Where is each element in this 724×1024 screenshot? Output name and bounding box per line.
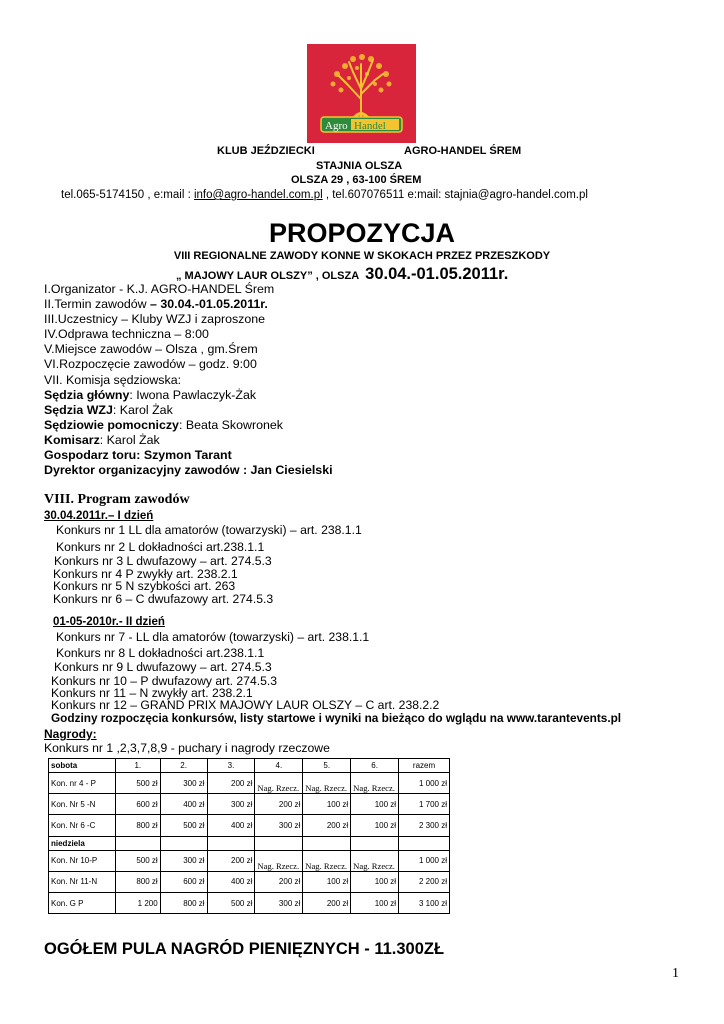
- day1-item: Konkurs nr 2 L dokładności art.238.1.1: [56, 540, 265, 554]
- table-cell-prize: 300 zł: [160, 773, 207, 794]
- info-start: VI.Rozpoczęcie zawodów – godz. 9:00: [44, 357, 257, 372]
- table-cell-competition: Kon. Nr 5 -N: [49, 794, 116, 815]
- agro-handel-logo: [307, 44, 416, 143]
- table-cell-prize: 800 zł: [115, 871, 160, 892]
- table-cell-prize: 100 zł: [351, 871, 399, 892]
- table-row: [49, 871, 450, 892]
- table-cell-prize: 500 zł: [115, 773, 160, 794]
- table-cell-prize: 1 000 zł: [399, 850, 450, 871]
- contact-rest: , tel.607076511 e:mail: stajnia@agro-handel.com.pl: [322, 189, 588, 201]
- header-address: OLSZA 29 , 63-100 ŚREM: [291, 174, 422, 186]
- contact-line: [61, 189, 588, 201]
- table-cell-prize: 400 zł: [160, 794, 207, 815]
- program-heading: VIII. Program zawodów: [44, 492, 190, 507]
- table-row: [49, 815, 450, 836]
- table-cell-prize: 100 zł: [351, 794, 399, 815]
- info-director: Dyrektor organizacyjny zawodów : Jan Ciesielski: [44, 463, 333, 478]
- event-dates: 30.04.-01.05.2011r.: [365, 265, 509, 283]
- table-cell-prize: 3 100 zł: [399, 892, 450, 913]
- judge-main-label: Sędzia główny: [44, 387, 130, 402]
- info-course-host: [44, 448, 333, 463]
- table-header-cell: 1.: [115, 759, 160, 773]
- info-participants: III.Uczestnicy – Kluby WZJ i zaproszone: [44, 312, 266, 327]
- prize-table: [48, 758, 450, 914]
- table-cell-prize: 1 000 zł: [399, 773, 450, 794]
- info-date-label: II.Termin zawodów: [44, 297, 151, 312]
- info-judges-assist: [44, 418, 333, 433]
- table-cell-prize: 200 zł: [207, 850, 255, 871]
- day2-heading: 01-05-2010r.- II dzień: [53, 616, 165, 628]
- total-prize-pool: OGÓŁEM PULA NAGRÓD PIENIĘZNYCH - 11.300ZŁ: [44, 940, 445, 958]
- info-date-value: – 30.04.-01.05.2011r.: [150, 297, 268, 312]
- table-cell-prize: 100 zł: [303, 871, 351, 892]
- table-cell-prize: 200 zł: [207, 773, 255, 794]
- table-cell-nag: Nag. Rzecz.: [351, 773, 399, 794]
- day2-item: Konkurs nr 11 – N zwykły art. 238.2.1: [51, 686, 253, 700]
- sobota-rows: [49, 773, 450, 837]
- table-cell-prize: 500 zł: [160, 815, 207, 836]
- table-cell-prize: 200 zł: [303, 892, 351, 913]
- table-cell-prize: 300 zł: [207, 794, 255, 815]
- judge-wzj-value: : Karol Żak: [112, 402, 173, 417]
- table-header-cell: razem: [399, 759, 450, 773]
- day2-item: Konkurs nr 12 – GRAND PRIX MAJOWY LAUR OLSZY – C art. 238.2.2: [51, 698, 440, 712]
- table-row: [49, 892, 450, 913]
- info-jury: VII. Komisja sędziowska:: [44, 372, 182, 387]
- tree-icon: [307, 44, 416, 143]
- table-header-cell: 2.: [160, 759, 207, 773]
- table-header-cell: 5.: [303, 759, 351, 773]
- info-date: [44, 297, 333, 312]
- table-cell-nag: Nag. Rzecz.: [351, 850, 399, 871]
- day1-item: Konkurs nr 3 L dwufazowy – art. 274.5.3: [54, 554, 272, 568]
- day2-item: Konkurs nr 10 – P dwufazowy art. 274.5.3: [51, 674, 278, 688]
- table-header-cell: 6.: [351, 759, 399, 773]
- page-number: 1: [672, 966, 679, 981]
- judge-main-value: : Iwona Pawlaczyk-Żak: [129, 387, 257, 402]
- table-header-cell: 4.: [255, 759, 303, 773]
- event-subtitle: VIII REGIONALNE ZAWODY KONNE W SKOKACH PRZEZ PRZESZKODY: [173, 250, 551, 262]
- table-cell-prize: 2 300 zł: [399, 815, 450, 836]
- table-row: [49, 794, 450, 815]
- day2-item: Konkurs nr 7 - LL dla amatorów (towarzyski) – art. 238.1.1: [56, 630, 370, 644]
- logo-text-handel: Handel: [354, 120, 386, 132]
- table-cell-prize: 100 zł: [351, 892, 399, 913]
- table-cell-nag: Nag. Rzecz.: [303, 773, 351, 794]
- table-cell-competition: Kon. G P: [49, 892, 116, 913]
- day1-item: Konkurs nr 6 – C dwufazowy art. 274.5.3: [53, 592, 274, 606]
- table-cell-prize: 200 zł: [255, 794, 303, 815]
- contact-tel: tel.065-5174150 , e:mail :: [61, 189, 194, 201]
- day1-item: Konkurs nr 4 P zwykły art. 238.2.1: [53, 567, 238, 581]
- day2-item: Konkurs nr 8 L dokładności art.238.1.1: [56, 646, 265, 660]
- niedziela-rows: [49, 850, 450, 914]
- table-cell-prize: 400 zł: [207, 871, 255, 892]
- header-club: KLUB JEŹDZIECKI: [217, 145, 315, 157]
- course-host-label: Gospodarz toru: [44, 448, 137, 463]
- contact-email-link[interactable]: info@agro-handel.com.pl: [193, 189, 323, 201]
- table-cell-prize: 100 zł: [303, 794, 351, 815]
- info-commissioner: [44, 433, 333, 448]
- table-cell-prize: 300 zł: [255, 892, 303, 913]
- table-header-row: [49, 759, 450, 773]
- table-cell-prize: 200 zł: [303, 815, 351, 836]
- info-judge-wzj: [44, 403, 333, 418]
- table-cell-prize: 500 zł: [207, 892, 255, 913]
- info-organizer: I.Organizator - K.J. AGRO-HANDEL Śrem: [44, 282, 275, 296]
- info-judge-main: [44, 388, 333, 403]
- table-cell-prize: 500 zł: [115, 850, 160, 871]
- table-cell-competition: Kon. Nr 6 -C: [49, 815, 116, 836]
- logo-text-agro: Agro: [325, 120, 348, 132]
- day1-heading: 30.04.2011r.– I dzień: [44, 510, 154, 522]
- commissioner-label: Komisarz: [44, 432, 100, 447]
- day1-item: Konkurs nr 1 LL dla amatorów (towarzyski) – art. 238.1.1: [56, 523, 362, 537]
- table-cell-prize: 2 200 zł: [399, 871, 450, 892]
- table-header-cell: sobota: [49, 759, 116, 773]
- table-cell-prize: 300 zł: [160, 850, 207, 871]
- table-cell-prize: 1 200: [115, 892, 160, 913]
- table-cell-competition: Kon. Nr 11-N: [49, 871, 116, 892]
- prizes-note: Konkurs nr 1 ,2,3,7,8,9 - puchary i nagrody rzeczowe: [44, 741, 330, 755]
- judge-wzj-label: Sędzia WZJ: [44, 402, 113, 417]
- prizes-heading: Nagrody:: [44, 727, 97, 741]
- table-cell-prize: 1 700 zł: [399, 794, 450, 815]
- header-stable: STAJNIA OLSZA: [316, 160, 403, 172]
- course-host-value: : Szymon Tarant: [136, 448, 232, 463]
- table-cell-prize: 200 zł: [255, 871, 303, 892]
- table-cell-prize: 600 zł: [160, 871, 207, 892]
- commissioner-value: : Karol Żak: [99, 432, 160, 447]
- table-cell-competition: Kon. Nr 10-P: [49, 850, 116, 871]
- info-list: [44, 282, 333, 478]
- day2-item: Konkurs nr 9 L dwufazowy – art. 274.5.3: [54, 660, 272, 674]
- event-name-text: „ MAJOWY LAUR OLSZY” , OLSZA: [176, 270, 360, 282]
- table-cell-competition: Kon. nr 4 - P: [49, 773, 116, 794]
- info-briefing: IV.Odprawa techniczna – 8:00: [44, 327, 209, 342]
- table-cell-nag: Nag. Rzecz.: [303, 850, 351, 871]
- niedziela-label: niedziela: [49, 836, 116, 850]
- table-cell-prize: 100 zł: [351, 815, 399, 836]
- program-notice: Godziny rozpoczęcia konkursów, listy startowe i wyniki na bieżąco do wglądu na www.tarantevents.pl: [51, 711, 622, 725]
- table-cell-nag: Nag. Rzecz.: [255, 773, 303, 794]
- table-cell-prize: 800 zł: [115, 815, 160, 836]
- table-cell-prize: 800 zł: [160, 892, 207, 913]
- table-row: [49, 773, 450, 794]
- header-club-name: AGRO-HANDEL ŚREM: [404, 145, 522, 157]
- table-row: [49, 850, 450, 871]
- page-title: PROPOZYCJA: [268, 218, 456, 248]
- table-cell-nag: Nag. Rzecz.: [255, 850, 303, 871]
- table-cell-prize: 300 zł: [255, 815, 303, 836]
- table-row: [49, 836, 450, 850]
- day1-item: Konkurs nr 5 N szybkości art. 263: [53, 579, 236, 593]
- table-cell-prize: 600 zł: [115, 794, 160, 815]
- judges-assist-label: Sędziowie pomocniczy: [44, 417, 179, 432]
- judges-assist-value: : Beata Skowronek: [178, 417, 283, 432]
- info-location: V.Miejsce zawodów – Olsza , gm.Śrem: [44, 342, 258, 357]
- table-cell-prize: 400 zł: [207, 815, 255, 836]
- table-header-cell: 3.: [207, 759, 255, 773]
